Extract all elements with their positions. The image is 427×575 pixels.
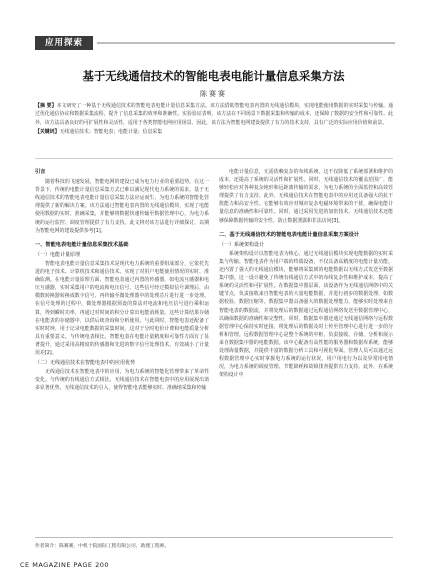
- paragraph: 智能电表电能计量信息采集技术是现代电力系统的重要组成部分，它依托先进的电子技术、计算机技术和通信技术，实现了对用户电能使用情况的实时、准确监测。在电能计量原理方面，智能电表通过内置的传感器，如电流互感器和电压互感器，实时采集用户的电流和电压信号。这些信号经过模拟信号调理后，由模数转换器转换成数字信号，再传输至微处理器中的处理芯片进行进一步处理。在信号处理的过程中，微处理器根据预设的算法对电流和电压信号进行乘积运算，得到瞬时功率，再通过对时间的积分计算出电能消耗量。这些计算结果存储在电能表的存储器中，以供后续查询和分析使用。与此同时，智能电表还配备了实时时钟，用于记录电能数据的采集时间，这对于分时电价计费和电能质量分析具有重要意义。与传统电表相比，智能电表在电能计量精度和可靠性方面有了显著提升，通过采用高精度的传感器和先进的数字信号处理技术，有效减小了计量误差[2]。: [35, 260, 209, 356]
- page-footer: CE MAGAZINE PAGE 200: [20, 561, 109, 569]
- keywords-text: 无线通信技术；智能电表；电能计量；信息采集: [59, 128, 163, 135]
- paragraph: 无线通信技术在智能电表中的应用，为电力系统的智能化管理带来了革命性变化。与传统的有线通信方式相比，无线通信技术在智能电表中的应用展现出诸多显著优势。无线通信技术的引入，使得智能电表能够实时、准确地采集和传输: [35, 369, 209, 392]
- abstract-divider: [35, 158, 393, 159]
- paragraph: 随着科技的飞速发展，智能电网的建设已成为电力行业的重要趋势。在这一背景下，传统的电能计量信息采集方式已难以满足现代电力系统的需求。基于无线通信技术的智能电表电能计量信息采集方法应运而生，为电力系统的智能化管理提供了新的解决方案。该方法通过智能电表内置的无线通信模块，实现了电能使用数据的实时、准确采集，并能够将数据快速传输至数据管理中心，为电力系统的运行监控、调度管理提供了有力支持。此文将对该方法进行详细探讨，以期为智能电网的建设提供参考[1]。: [35, 179, 209, 234]
- section-tag: 应用探索: [35, 36, 93, 50]
- abstract: [35, 102, 393, 136]
- right-column: [219, 168, 393, 379]
- section-heading: 一、智能电表电能计量信息采集技术基础: [35, 241, 129, 248]
- footnote-rule: [35, 537, 393, 538]
- paragraph: 电能计量信息，无需依赖复杂的布线系统，这不仅降低了系统部署和维护的成本，还提高了系统的灵活性和扩展性。同时，无线通信技术的覆盖范围广，能够轻松应对各种复杂地形和远距离传输的需求，为电力系统的全面监控和高效管理提供了有力支持。此外，无线通信技术在智能电表中的应用还具备强大的抗干扰能力和高安全性。它能够有效应对城市复杂电磁环境带来的干扰，确保电能计量信息的准确性和可靠性。同时，通过采用先进的加密技术，无线通信技术还能够保障数据传输的安全性，防止数据泄露和非法访问[3]。: [219, 169, 393, 224]
- keywords: [35, 128, 393, 136]
- subsection-heading: （二）无线通信技术在智能电表中的应用优势: [35, 360, 136, 367]
- keywords-label: 【关键词】: [35, 128, 60, 135]
- section-header: [35, 36, 395, 50]
- section-heading: 二、基于无线通信技术的智能电表电能计量信息采集方案设计: [219, 231, 360, 238]
- section-heading: 引言: [35, 169, 46, 175]
- left-column: [35, 168, 209, 392]
- abstract-label: 【摘 要】: [35, 103, 57, 109]
- paragraph: 系统架构设计以智能电表为核心，通过无线通信模块实现电能数据的实时采集与传输。智能电表作为用户端的终端设备，不仅具备高精度的电能计量功能，还内置了强大的无线通信模块，能够将采集到的电能数据以无线方式发送至数据集中器。这一设计避免了传统有线通信方式中的布线复杂性和维护成本，提高了系统的灵活性和可扩展性。在数据集中器层面，该设备作为无线通信网络中的关键节点，负责接收来自智能电表的大量电能数据，并进行初步的数据处理，如数据校验、数据压缩等。数据集中器具备强大的数据处理能力，能够实时处理来自智能电表的数据流，并将处理后的数据通过远程通信网络发送至数据管理中心，以确保数据的准确性和完整性。同时，数据集中器还通过无线通信网络与远程数据管理中心保持实时连接，将处理后的数据及时上传至管理中心进行进一步的分析和管理。远程数据管理中心是整个系统的中枢，负责接收、存储、分析和展示来自数据集中器的电能数据。该中心配备有高性能的服务器和数据库系统，能够处理海量数据，并提供丰富的数据分析工具和可视化界面。管理人员可以通过远程数据管理中心实时掌握电力系统的运行状况，用户用电行为以及异常用电情况，为电力系统的调度管理、节能降耗和故障排查提供有力支持。此外，在系统架构设计中: [219, 250, 393, 379]
- abstract-text: 本文研究了一种基于无线通信技术的智能电表电能计量信息采集方法。该方法借助智能电表内置的无线通信模块，实现电能使用数据的实时采集与传输。通过优化通信协议和数据采集流程，提升了信息采集的效率和准确性。实验验证表明，该方法在不同场景下数据采集和传输的成本，还保障了数据的安全性和可靠性。此外，该方法具备良好的可扩展性和灵活性，适用于各类智能电网应用场景。因此，该方法为智能电网建设提供了有力的技术支持，具有广泛的实际应用价值和前景。: [35, 103, 393, 126]
- section-rule: [97, 42, 395, 44]
- subsection-heading: （一）系统架构设计: [219, 241, 265, 248]
- author-footnote: 作者简介：陈赛赛，中机十院国际工程有限公司，助理工程师。: [35, 544, 170, 549]
- author-name: 陈赛赛: [200, 90, 227, 98]
- subsection-heading: （一）电能计量原理: [35, 251, 81, 258]
- article-title: 基于无线通信技术的智能电表电能计量信息采集方法: [82, 69, 345, 83]
